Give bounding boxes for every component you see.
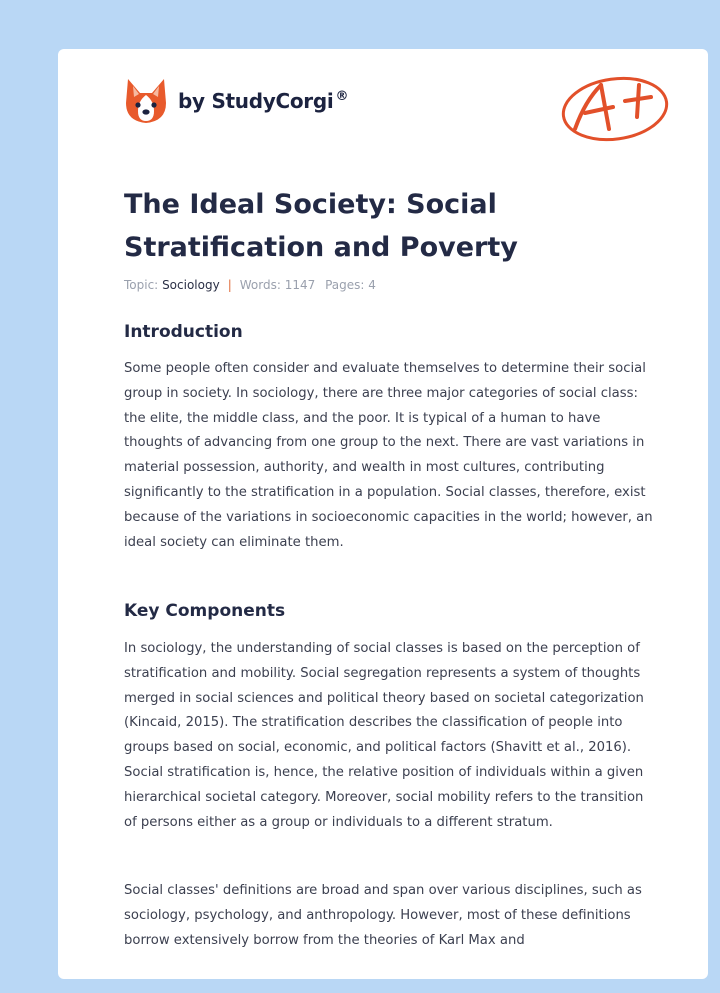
studycorgi-logo[interactable] xyxy=(124,77,348,125)
grade-a-plus-stamp xyxy=(555,71,671,143)
key-components-paragraph-1: In sociology, the understanding of social classes is based on the perception of stratification and mobility. Social segregation represents a system of thoughts merged in social sciences and political theory based on societal categorization (Kincaid, 2015). The stratification describes the classification of people into groups based on social, economic, and political factors (Shavitt et al., 2016). Social stratification is, hence, the relative position of individuals within a given hierarchical societal category. Moreover, social mobility refers to the transition of persons either as a group or individuals to a different stratum. xyxy=(124,641,644,830)
document-meta xyxy=(124,278,376,292)
introduction-paragraph: Some people often consider and evaluate themselves to determine their social group in society. In sociology, there are three major categories of social class: the elite, the middle class, and the poor. It is typical of a human to have thoughts of advancing from one group to the next. There are vast variations in material possession, authority, and wealth in most cultures, contributing significantly to the stratification in a population. Social classes, therefore, exist because of the variations in socioeconomic capacities in the world; however, an ideal society can eliminate them. xyxy=(124,361,653,550)
document-title: The Ideal Society: Social Stratification and Poverty xyxy=(124,189,518,263)
meta-separator: | xyxy=(227,278,232,292)
topic-link[interactable]: Sociology xyxy=(162,278,220,292)
brand-title: StudyCorgi xyxy=(211,89,334,113)
section-heading-key-components: Key Components xyxy=(124,601,286,621)
topic-label: Topic: xyxy=(124,278,159,292)
section-heading-introduction: Introduction xyxy=(124,322,243,342)
document-page xyxy=(58,49,708,979)
page-count: Pages: 4 xyxy=(325,278,376,292)
registered-mark: ® xyxy=(335,89,349,105)
brand-name xyxy=(178,89,348,113)
key-components-paragraph-2: Social classes' definitions are broad and span over various disciplines, such as sociology, psychology, and anthropology. However, most of these definitions borrow extensively borrow from the theories of Karl Max and xyxy=(124,883,642,948)
word-count: Words: 1147 xyxy=(239,278,316,292)
corgi-icon xyxy=(124,77,168,125)
brand-by: by xyxy=(178,89,205,113)
